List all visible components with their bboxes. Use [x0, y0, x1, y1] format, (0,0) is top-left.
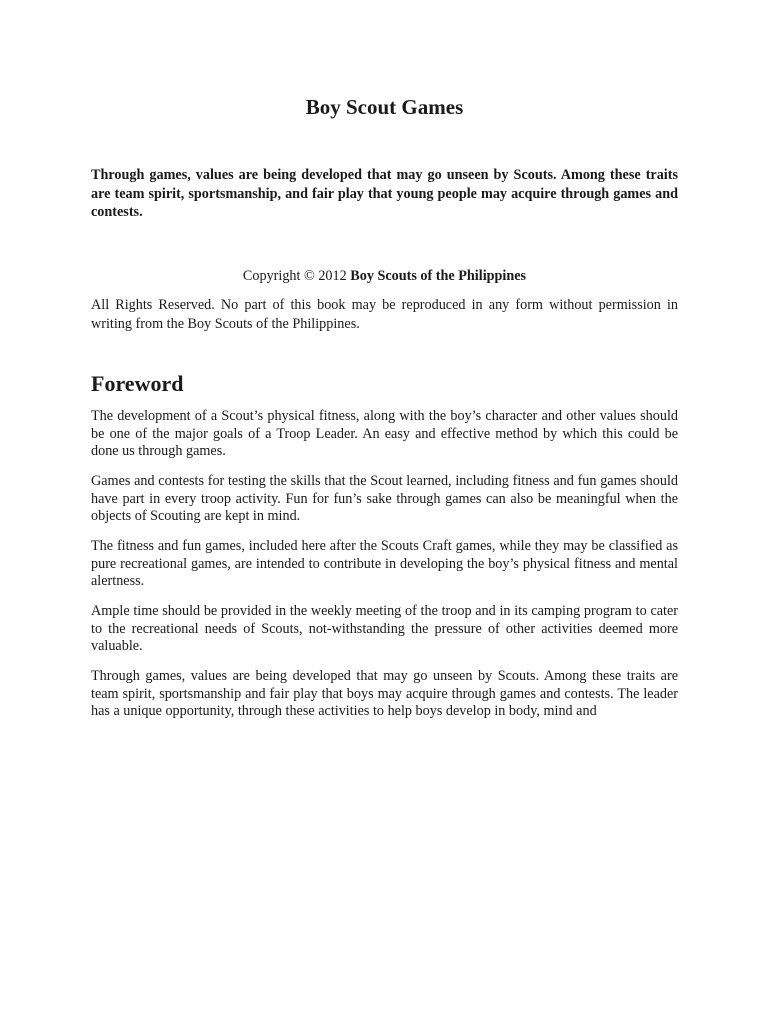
intro-paragraph: Through games, values are being developed that may go unseen by Scouts. Among these traits are team spirit, sportsmanship, and fair play that young people may acquire through games and contests.: [91, 167, 678, 220]
copyright-prefix: Copyright © 2012: [242, 268, 351, 284]
foreword-paragraph-2: Games and contests for testing the skills that the Scout learned, including fitness and fun games should have part in every troop activity. Fun for fun’s sake through games can also be meaningful when the objects of Scouting are kept in mind.: [91, 473, 678, 524]
foreword-heading: Foreword: [91, 371, 184, 396]
foreword-paragraph-3: The fitness and fun games, included here after the Scouts Craft games, while they may be classified as pure recreational games, are intended to contribute in developing the boy’s physical fitness and mental alertness.: [91, 538, 678, 589]
copyright-line: [91, 267, 678, 286]
foreword-paragraph-1: The development of a Scout’s physical fitness, along with the boy’s character and other values should be one of the major goals of a Troop Leader. An easy and effective method by which this could be done us through games.: [91, 408, 678, 459]
document-title: Boy Scout Games: [305, 95, 464, 119]
rights-statement: All Rights Reserved. No part of this book may be reproduced in any form without permission in writing from the Boy Scouts of the Philippines.: [91, 297, 678, 332]
foreword-paragraph-4: Ample time should be provided in the weekly meeting of the troop and in its camping program to cater to the recreational needs of Scouts, not-withstanding the pressure of other activities deemed more valuable.: [91, 603, 678, 654]
foreword-paragraph-5: Through games, values are being developed that may go unseen by Scouts. Among these traits are team spirit, sportsmanship and fair play that boys may acquire through games and contests. The leader has a unique opportunity, through these activities to help boys develop in body, mind and: [91, 668, 678, 719]
copyright-holder: Boy Scouts of the Philippines: [350, 268, 527, 284]
